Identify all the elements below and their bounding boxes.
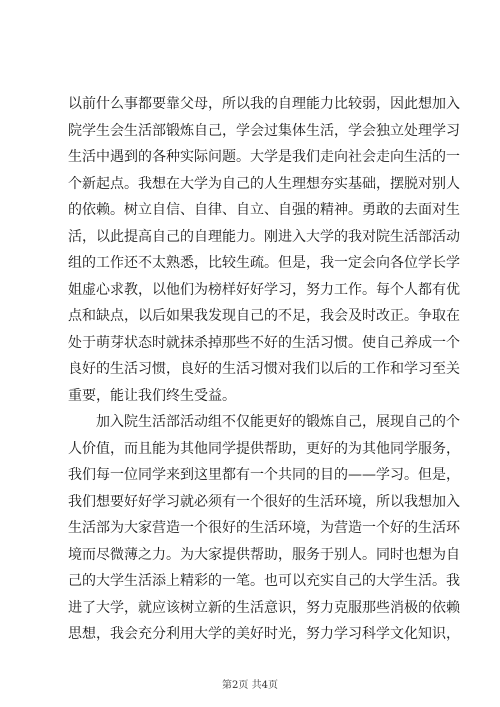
paragraph-2 — [68, 409, 460, 648]
text-line: 思想，我会充分利用大学的美好时光，努力学习科学文化知识， — [68, 626, 460, 642]
text-line: 我们想要好好学习就必须有一个很好的生活环境，所以我想加入 — [68, 493, 460, 510]
page-number-footer: 第2页 共4页 — [222, 680, 278, 691]
text-line: 的依赖。树立自信、自律、自立、自强的精神。勇敢的去面对生 — [68, 202, 460, 218]
document-body — [68, 91, 460, 648]
text-line: 进了大学，就应该树立新的生活意识，努力克服那些消极的依赖 — [68, 599, 460, 616]
paragraph-1 — [68, 91, 460, 409]
text-line: 己的大学生活添上精彩的一笔。也可以充实自己的大学生活。我 — [68, 573, 460, 589]
text-line: 以前什么事都要靠父母，所以我的自理能力比较弱，因此想加入 — [68, 96, 460, 112]
text-line: 院学生会生活部锻炼自己，学会过集体生活，学会独立处理学习 — [68, 122, 460, 139]
text-line: 处于萌芽状态时就抹杀掉那些不好的生活习惯。使自己养成一个 — [68, 334, 460, 351]
text-line: 加入院生活部活动组不仅能更好的锻炼自己，展现自己的个 — [68, 414, 460, 430]
text-line: 重要，能让我们终生受益。 — [68, 387, 236, 404]
text-line: 组的工作还不太熟悉，比较生疏。但是，我一定会向各位学长学 — [68, 255, 460, 271]
text-line: 生活中遇到的各种实际问题。大学是我们走向社会走向生活的一 — [68, 149, 460, 165]
text-line: 个新起点。我想在大学为自己的人生理想夯实基础，摆脱对别人 — [68, 175, 460, 192]
text-line: 人价值，而且能为其他同学提供帮助，更好的为其他同学服务， — [68, 440, 460, 457]
text-line: 我们每一位同学来到这里都有一个共同的目的——学习。但是， — [68, 467, 460, 483]
text-line: 良好的生活习惯，良好的生活习惯对我们以后的工作和学习至关 — [68, 361, 460, 377]
text-line: 生活部为大家营造一个很好的生活环境，为营造一个好的生活环 — [68, 520, 460, 536]
text-line: 姐虚心求教，以他们为榜样好好学习，努力工作。每个人都有优 — [68, 281, 460, 298]
text-line: 活，以此提高自己的自理能力。刚进入大学的我对院生活部活动 — [68, 228, 460, 245]
text-line: 点和缺点，以后如果我发现自己的不足，我会及时改正。争取在 — [68, 308, 460, 324]
text-line: 境而尽微薄之力。为大家提供帮助，服务于别人。同时也想为自 — [68, 546, 460, 563]
